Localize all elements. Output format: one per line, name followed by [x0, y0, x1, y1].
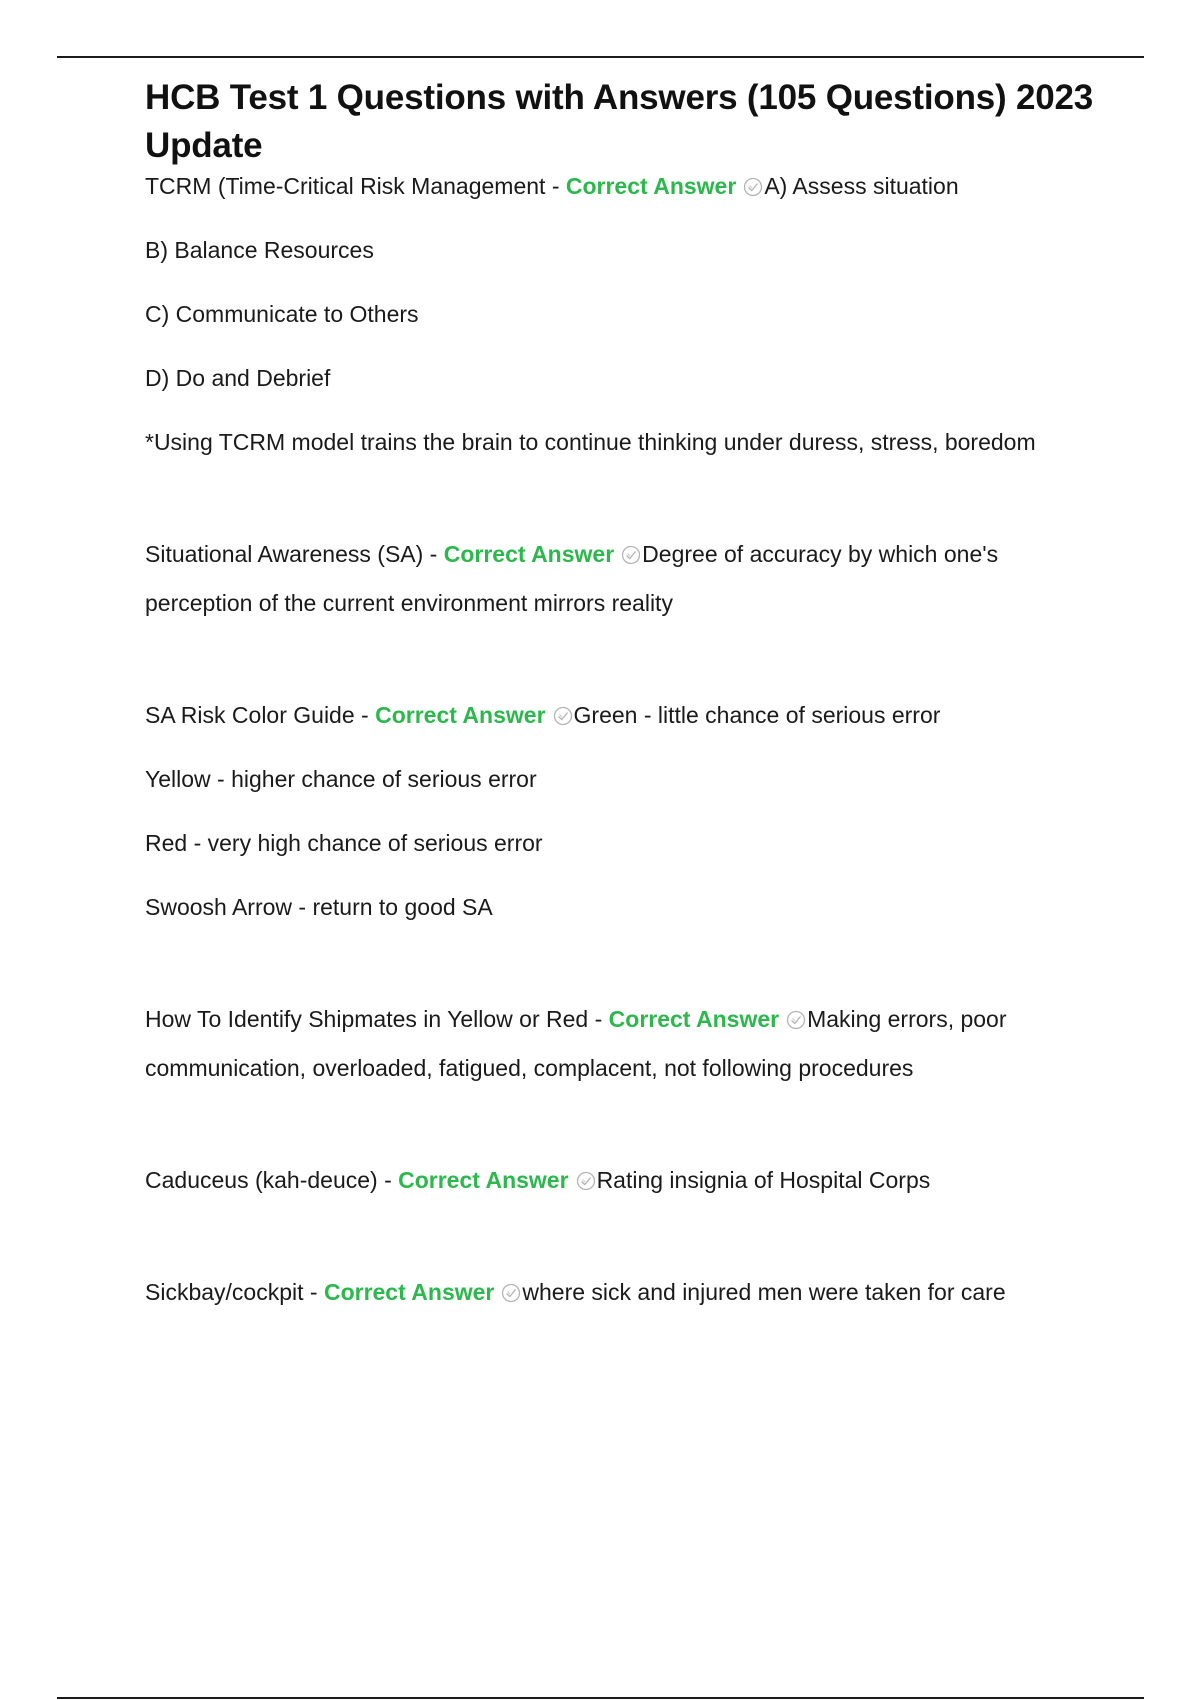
answer-line: Red - very high chance of serious error — [145, 830, 543, 856]
correct-answer-label: Correct Answer — [375, 702, 546, 728]
answer-text: A) Assess situation — [764, 173, 959, 199]
qa-item — [145, 530, 1105, 628]
check-circle-icon — [621, 545, 641, 565]
question-text: Situational Awareness (SA) - — [145, 541, 444, 567]
answer-text: Making errors, poor communication, overloaded, fatigued, complacent, not following procedures — [145, 1006, 1007, 1081]
answer-line: B) Balance Resources — [145, 237, 374, 263]
spacer — [145, 1220, 1105, 1268]
correct-answer-label: Correct Answer — [565, 173, 737, 199]
check-circle-icon — [743, 177, 763, 197]
answer-text: Degree of accuracy by which one's perception of the current environment mirrors reality — [145, 541, 999, 616]
correct-answer-label: Correct Answer — [608, 1006, 780, 1032]
bottom-rule — [57, 1697, 1144, 1699]
qa-item — [145, 691, 1105, 740]
check-circle-icon — [501, 1283, 521, 1303]
spacer — [145, 1108, 1105, 1156]
question-text: SA Risk Color Guide - — [145, 702, 376, 728]
correct-answer-label: Correct Answer — [398, 1167, 569, 1193]
question-text: How To Identify Shipmates in Yellow or Red - — [145, 1006, 609, 1032]
answer-line: Yellow - higher chance of serious error — [145, 766, 537, 792]
correct-answer-label: Correct Answer — [443, 541, 615, 567]
spacer — [145, 482, 1105, 530]
check-circle-icon — [553, 706, 573, 726]
document-body — [145, 74, 1105, 1332]
check-circle-icon — [576, 1171, 596, 1191]
check-circle-icon — [786, 1010, 806, 1030]
question-text: Sickbay/cockpit - — [145, 1279, 324, 1305]
spacer — [145, 947, 1105, 995]
spacer — [145, 643, 1105, 691]
qa-item — [145, 162, 1105, 211]
qa-item — [145, 1156, 1105, 1205]
question-text: Caduceus (kah-deuce) - — [145, 1167, 399, 1193]
answer-line: Swoosh Arrow - return to good SA — [145, 894, 493, 920]
correct-answer-label: Correct Answer — [323, 1279, 495, 1305]
answer-text: where sick and injured men were taken for care — [522, 1279, 1006, 1305]
answer-text: Rating insignia of Hospital Corps — [596, 1167, 931, 1193]
answer-text: Green - little chance of serious error — [573, 702, 941, 728]
document-title: HCB Test 1 Questions with Answers (105 Questions) 2023 Update — [145, 78, 1094, 165]
top-rule — [57, 56, 1144, 58]
answer-line: C) Communicate to Others — [145, 301, 419, 327]
qa-item — [145, 1268, 1105, 1317]
answer-note: *Using TCRM model trains the brain to continue thinking under duress, stress, boredom — [145, 429, 1036, 455]
answer-line: D) Do and Debrief — [145, 365, 331, 391]
qa-item — [145, 995, 1105, 1093]
question-text: TCRM (Time-Critical Risk Management - — [145, 173, 566, 199]
